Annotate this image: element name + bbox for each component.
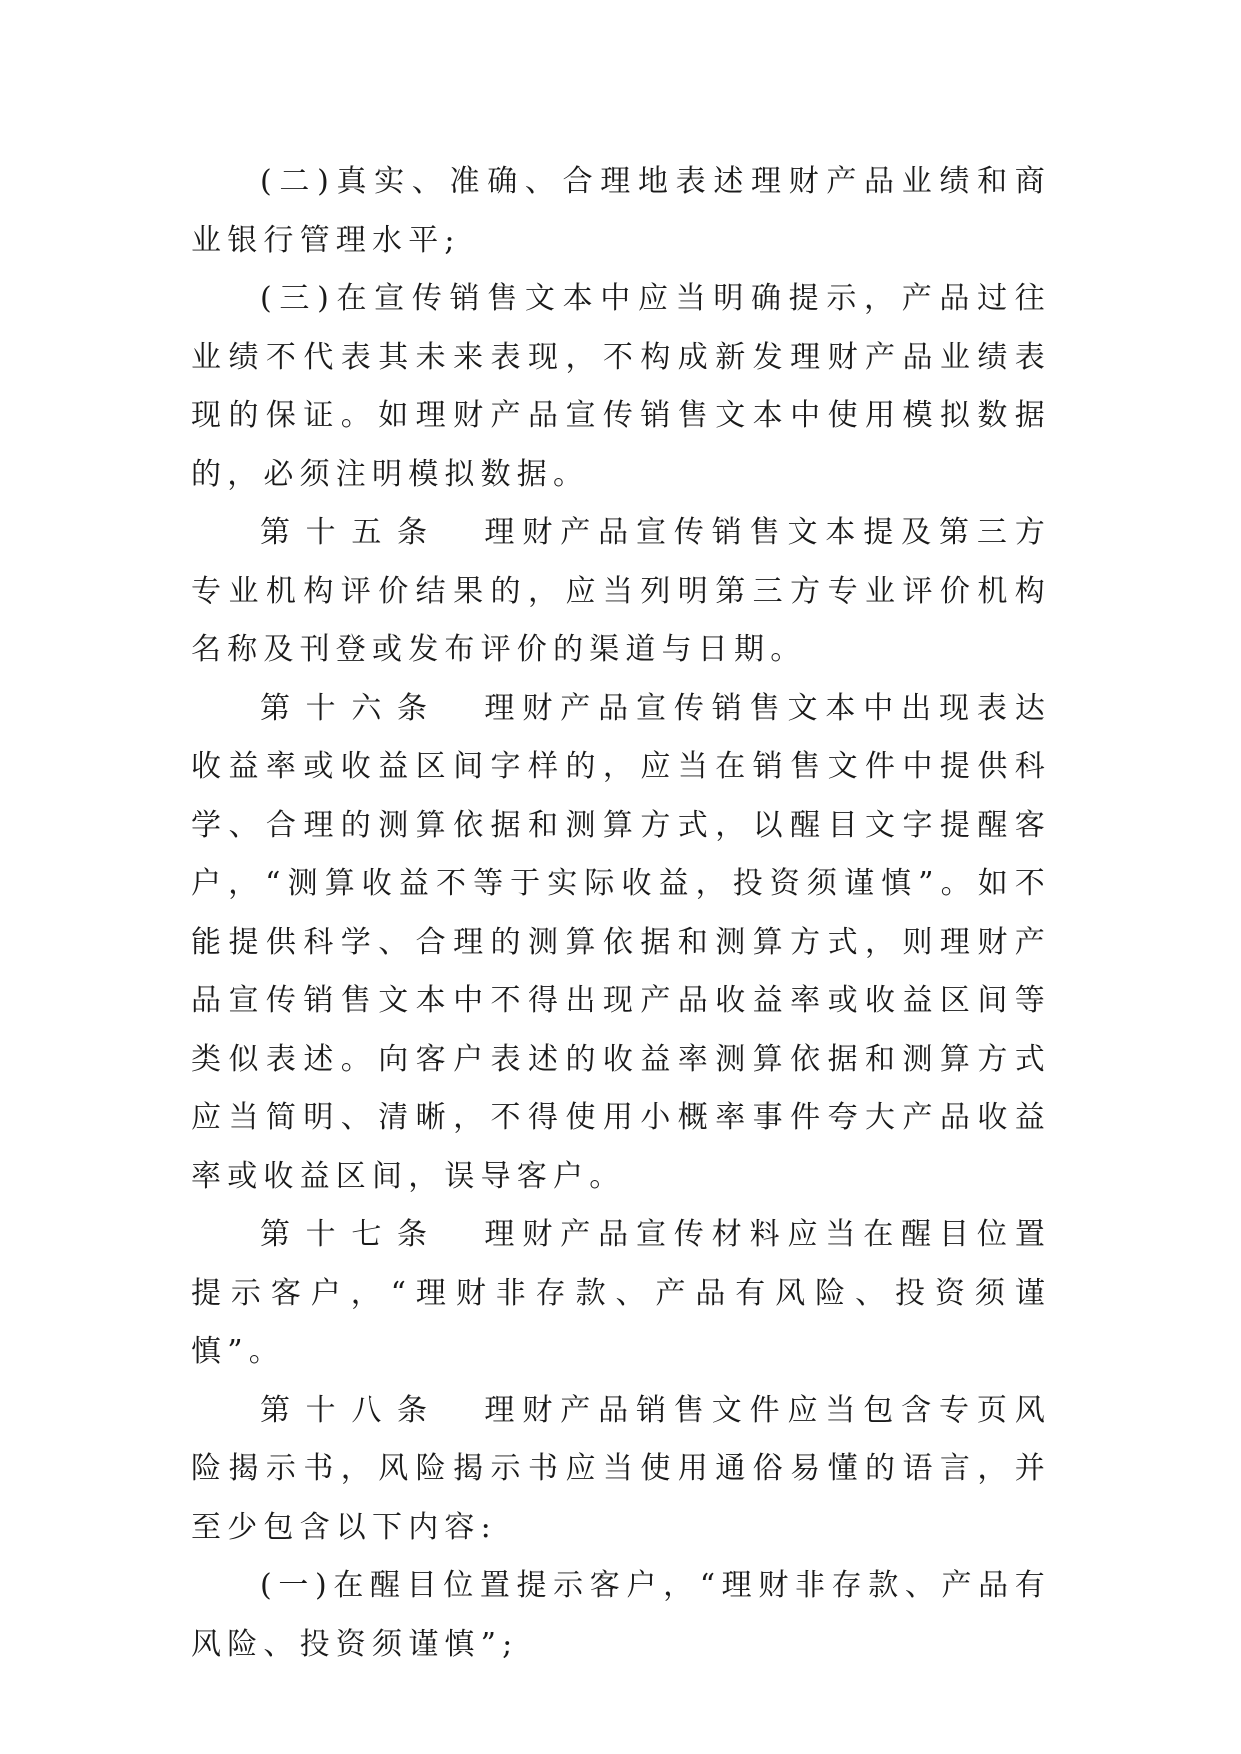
clause-text: (二)真实、准确、合理地表述理财产品业绩和商业银行管理水平;: [191, 164, 1051, 258]
document-body: [191, 153, 1051, 1674]
article-text: 理财产品宣传销售文本中出现表达收益率或收益区间字样的，应当在销售文件中提供科学、合理的测算依据和测算方式，以醒目文字提醒客户，“测算收益不等于实际收益，投资须谨慎”。如不能提供科学、合理的测算依据和测算方式，则理财产品宣传销售文本中不得出现产品收益率或收益区间等类似表述。向客户表述的收益率测算依据和测算方式应当简明、清晰，不得使用小概率事件夸大产品收益率或收益区间，误导客户。: [191, 690, 1052, 1194]
clause-text: (一)在醒目位置提示客户，“理财非存款、产品有风险、投资须谨慎”;: [191, 1568, 1051, 1662]
clause-item-3: [191, 270, 1051, 504]
article-16: [191, 680, 1051, 1207]
clause-item-2: [191, 153, 1051, 270]
article-text: 理财产品宣传销售文本提及第三方专业机构评价结果的，应当列明第三方专业评价机构名称及刊登或发布评价的渠道与日期。: [191, 515, 1052, 667]
article-text: 理财产品销售文件应当包含专页风险揭示书，风险揭示书应当使用通俗易懂的语言，并至少包含以下内容:: [191, 1392, 1052, 1545]
article-17: [191, 1206, 1051, 1382]
article-number: 第十七条: [260, 1217, 443, 1252]
article-text: 理财产品宣传材料应当在醒目位置提示客户，“理财非存款、产品有风险、投资须谨慎”。: [191, 1217, 1052, 1369]
clause-item-1: [191, 1557, 1051, 1674]
article-number: 第十八条: [260, 1392, 443, 1428]
article-number: 第十六条: [260, 690, 443, 726]
article-15: [191, 504, 1051, 680]
article-number: 第十五条: [260, 515, 443, 550]
article-18: [191, 1382, 1051, 1558]
clause-text: (三)在宣传销售文本中应当明确提示，产品过往业绩不代表其未来表现，不构成新发理财产品业绩表现的保证。如理财产品宣传销售文本中使用模拟数据的，必须注明模拟数据。: [191, 281, 1051, 492]
